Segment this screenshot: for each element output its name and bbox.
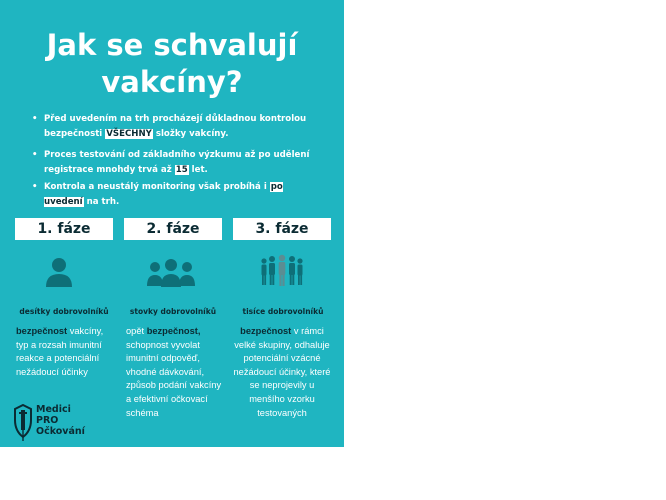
bullet-item: • Proces testování od základního výzkumu až po udělení registrace mnohdy trvá až 15 let. (32, 150, 310, 175)
single-person-icon (44, 256, 74, 288)
volunteers-label: stovky dobrovolníků (129, 307, 217, 316)
crowd-icon (260, 254, 304, 288)
volunteers-label: desítky dobrovolníků (19, 307, 109, 316)
syringe-shield-icon (14, 404, 32, 442)
highlight: 15 (175, 165, 188, 175)
title-line-2: vakcíny? (101, 65, 243, 99)
logo: Medici PRO Očkování (14, 404, 104, 444)
phase-2-description: opět bezpečnost, schopnost vyvolat imunitní odpověď, vhodné dávkování, způsob podání vakcíny a efektivní očkovací schéma (126, 326, 222, 418)
bullet-item: • Kontrola a neustálý monitoring však probíhá i po uvedení na trh. (32, 182, 283, 207)
volunteers-label: tisíce dobrovolníků (242, 307, 324, 316)
phase-3-label: 3. fáze (233, 218, 331, 240)
phase-3-description: bezpečnost v rámci velké skupiny, odhaluje potenciální vzácné nežádoucí účinky, které se neprojevily u menšího vzorku testovaných (233, 326, 331, 418)
bullet-dot-icon: • (32, 150, 38, 160)
phase-1-label: 1. fáze (15, 218, 113, 240)
bullet-item: • Před uvedením na trh procházejí důkladnou kontrolou bezpečnosti VŠECHNY složky vakcíny. (32, 114, 307, 139)
highlight: po uvedení (44, 182, 283, 207)
highlight: VŠECHNY (106, 129, 152, 139)
title-line-1: Jak se schvalují (46, 28, 298, 62)
infographic-poster (0, 0, 344, 447)
phase-2-label: 2. fáze (124, 218, 222, 240)
bullet-dot-icon: • (32, 114, 38, 124)
phase-1-description: bezpečnost vakcíny, typ a rozsah imunitní reakce a potenciální nežádoucí účinky (16, 326, 104, 377)
bullet-dot-icon: • (32, 182, 38, 192)
group-small-icon (146, 256, 196, 288)
